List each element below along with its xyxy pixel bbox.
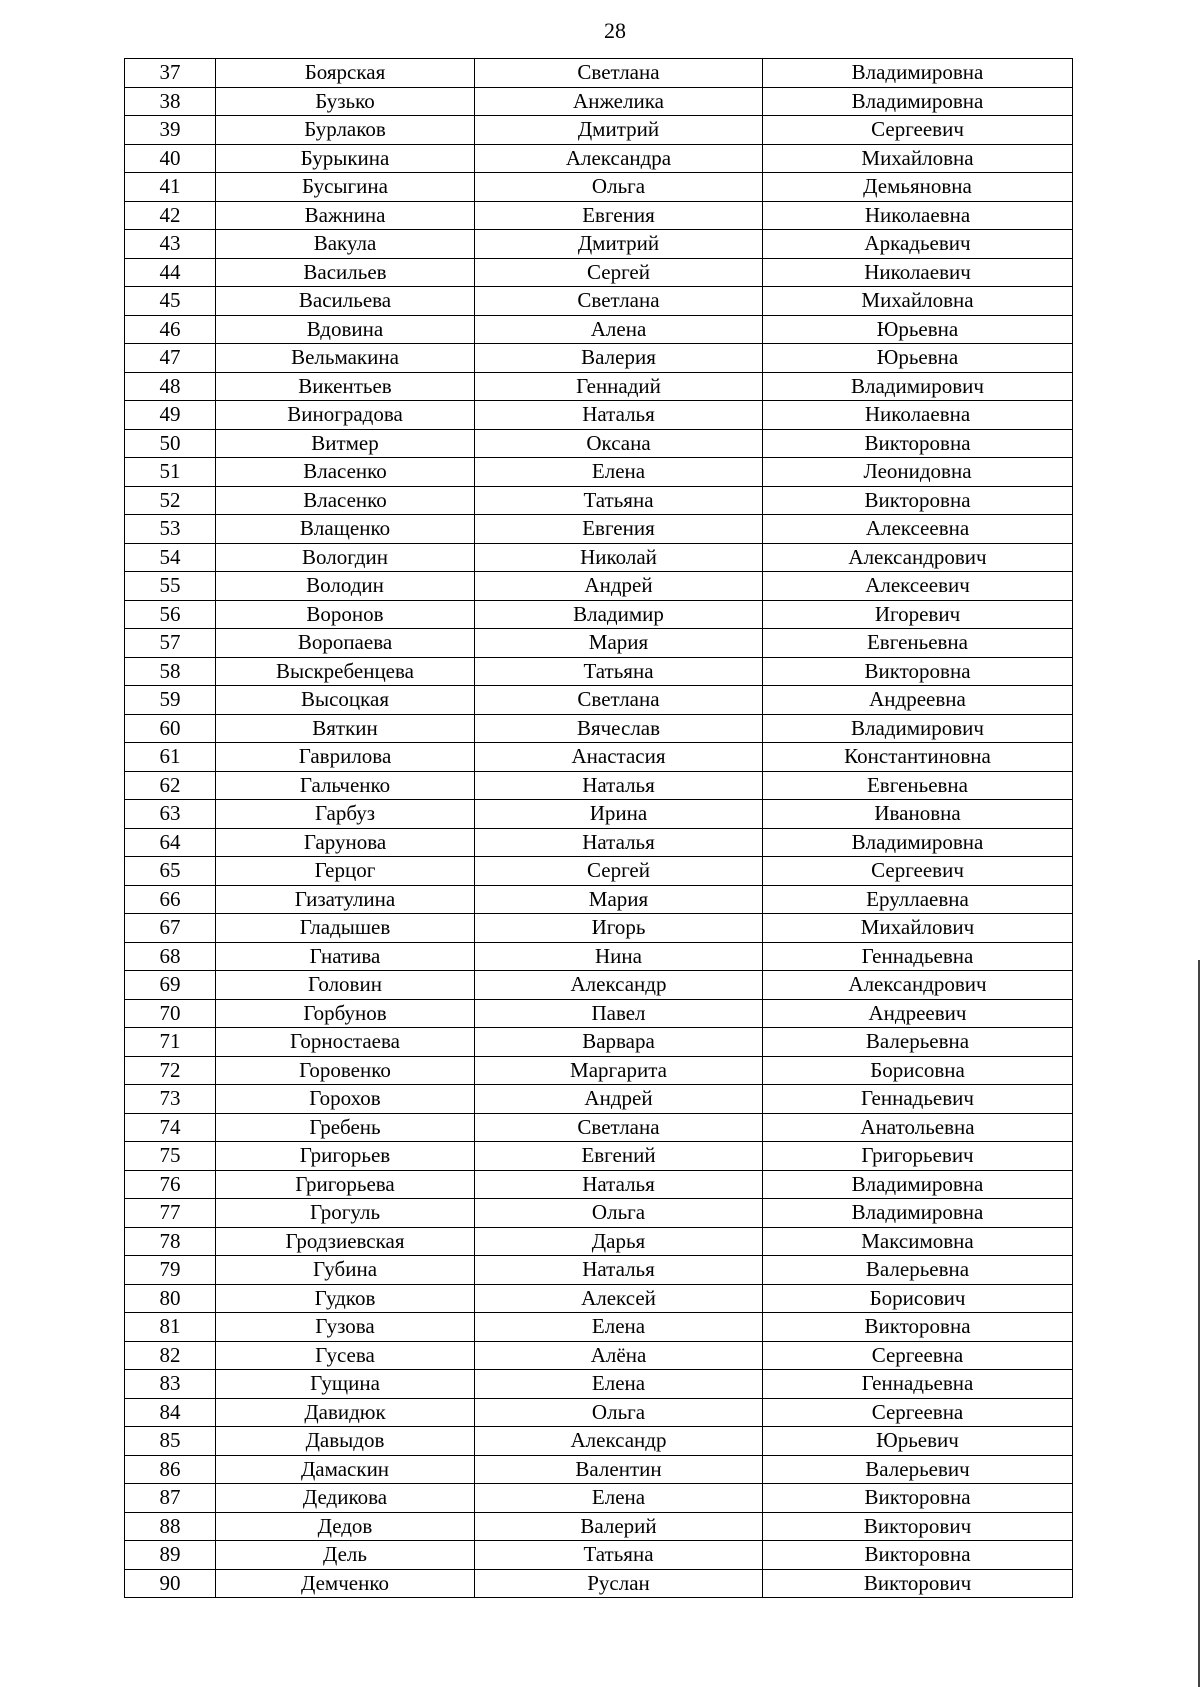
last-name-cell: Выскребенцева [216, 657, 475, 686]
row-number-cell: 69 [125, 971, 216, 1000]
first-name-cell: Евгений [475, 1142, 763, 1171]
row-number-cell: 67 [125, 914, 216, 943]
row-number-cell: 53 [125, 515, 216, 544]
patronymic-cell: Геннадьевна [763, 1370, 1073, 1399]
row-number-cell: 54 [125, 543, 216, 572]
last-name-cell: Гродзиевская [216, 1227, 475, 1256]
row-number-cell: 62 [125, 771, 216, 800]
first-name-cell: Александра [475, 144, 763, 173]
table-row [125, 1398, 1073, 1427]
table-row [125, 885, 1073, 914]
first-name-cell: Сергей [475, 258, 763, 287]
patronymic-cell: Михайлович [763, 914, 1073, 943]
patronymic-cell: Андреевна [763, 686, 1073, 715]
last-name-cell: Давидюк [216, 1398, 475, 1427]
row-number-cell: 50 [125, 429, 216, 458]
row-number-cell: 60 [125, 714, 216, 743]
patronymic-cell: Викторовна [763, 429, 1073, 458]
row-number-cell: 77 [125, 1199, 216, 1228]
last-name-cell: Бузько [216, 87, 475, 116]
first-name-cell: Наталья [475, 401, 763, 430]
first-name-cell: Андрей [475, 1085, 763, 1114]
patronymic-cell: Андреевич [763, 999, 1073, 1028]
last-name-cell: Демченко [216, 1569, 475, 1598]
patronymic-cell: Юрьевна [763, 315, 1073, 344]
patronymic-cell: Владимировна [763, 1199, 1073, 1228]
patronymic-cell: Еруллаевна [763, 885, 1073, 914]
row-number-cell: 42 [125, 201, 216, 230]
table-row [125, 230, 1073, 259]
first-name-cell: Елена [475, 1313, 763, 1342]
table-row [125, 87, 1073, 116]
row-number-cell: 78 [125, 1227, 216, 1256]
patronymic-cell: Максимовна [763, 1227, 1073, 1256]
last-name-cell: Грогуль [216, 1199, 475, 1228]
patronymic-cell: Валерьевич [763, 1455, 1073, 1484]
first-name-cell: Наталья [475, 771, 763, 800]
first-name-cell: Елена [475, 1370, 763, 1399]
row-number-cell: 71 [125, 1028, 216, 1057]
table-row [125, 743, 1073, 772]
last-name-cell: Гнатива [216, 942, 475, 971]
first-name-cell: Наталья [475, 1256, 763, 1285]
table-row [125, 1313, 1073, 1342]
first-name-cell: Алексей [475, 1284, 763, 1313]
table-row [125, 372, 1073, 401]
first-name-cell: Светлана [475, 686, 763, 715]
patronymic-cell: Владимировна [763, 59, 1073, 88]
first-name-cell: Нина [475, 942, 763, 971]
table-row [125, 401, 1073, 430]
table-row [125, 657, 1073, 686]
patronymic-cell: Викторовна [763, 1541, 1073, 1570]
page-number: 28 [604, 18, 626, 43]
first-name-cell: Татьяна [475, 486, 763, 515]
table-row [125, 59, 1073, 88]
last-name-cell: Гарбуз [216, 800, 475, 829]
last-name-cell: Володин [216, 572, 475, 601]
first-name-cell: Вячеслав [475, 714, 763, 743]
table-row [125, 543, 1073, 572]
row-number-cell: 79 [125, 1256, 216, 1285]
patronymic-cell: Сергеевна [763, 1398, 1073, 1427]
patronymic-cell: Викторович [763, 1569, 1073, 1598]
first-name-cell: Валерий [475, 1512, 763, 1541]
row-number-cell: 48 [125, 372, 216, 401]
row-number-cell: 85 [125, 1427, 216, 1456]
table-row [125, 828, 1073, 857]
last-name-cell: Дедикова [216, 1484, 475, 1513]
table-row [125, 800, 1073, 829]
last-name-cell: Гребень [216, 1113, 475, 1142]
last-name-cell: Витмер [216, 429, 475, 458]
last-name-cell: Гаврилова [216, 743, 475, 772]
last-name-cell: Боярская [216, 59, 475, 88]
first-name-cell: Александр [475, 1427, 763, 1456]
row-number-cell: 51 [125, 458, 216, 487]
row-number-cell: 65 [125, 857, 216, 886]
last-name-cell: Гарунова [216, 828, 475, 857]
first-name-cell: Валентин [475, 1455, 763, 1484]
row-number-cell: 89 [125, 1541, 216, 1570]
table-row [125, 1113, 1073, 1142]
first-name-cell: Дмитрий [475, 230, 763, 259]
table-row [125, 714, 1073, 743]
names-table [124, 58, 1073, 1598]
last-name-cell: Васильев [216, 258, 475, 287]
table-row [125, 1370, 1073, 1399]
table-row [125, 458, 1073, 487]
first-name-cell: Евгения [475, 201, 763, 230]
table-row [125, 173, 1073, 202]
last-name-cell: Влащенко [216, 515, 475, 544]
first-name-cell: Наталья [475, 828, 763, 857]
patronymic-cell: Викторовна [763, 1484, 1073, 1513]
patronymic-cell: Николаевна [763, 401, 1073, 430]
patronymic-cell: Владимировна [763, 828, 1073, 857]
patronymic-cell: Алексеевна [763, 515, 1073, 544]
first-name-cell: Валерия [475, 344, 763, 373]
first-name-cell: Наталья [475, 1170, 763, 1199]
first-name-cell: Руслан [475, 1569, 763, 1598]
row-number-cell: 47 [125, 344, 216, 373]
first-name-cell: Алена [475, 315, 763, 344]
patronymic-cell: Константиновна [763, 743, 1073, 772]
last-name-cell: Григорьева [216, 1170, 475, 1199]
last-name-cell: Вельмакина [216, 344, 475, 373]
table-row [125, 144, 1073, 173]
last-name-cell: Горбунов [216, 999, 475, 1028]
last-name-cell: Гладышев [216, 914, 475, 943]
last-name-cell: Гузова [216, 1313, 475, 1342]
first-name-cell: Николай [475, 543, 763, 572]
patronymic-cell: Аркадьевич [763, 230, 1073, 259]
row-number-cell: 64 [125, 828, 216, 857]
row-number-cell: 37 [125, 59, 216, 88]
first-name-cell: Геннадий [475, 372, 763, 401]
names-table-body [125, 59, 1073, 1598]
patronymic-cell: Сергеевна [763, 1341, 1073, 1370]
first-name-cell: Ольга [475, 1199, 763, 1228]
row-number-cell: 63 [125, 800, 216, 829]
patronymic-cell: Алексеевич [763, 572, 1073, 601]
first-name-cell: Дмитрий [475, 116, 763, 145]
row-number-cell: 68 [125, 942, 216, 971]
last-name-cell: Горохов [216, 1085, 475, 1114]
row-number-cell: 52 [125, 486, 216, 515]
patronymic-cell: Александрович [763, 971, 1073, 1000]
table-row [125, 1142, 1073, 1171]
row-number-cell: 46 [125, 315, 216, 344]
first-name-cell: Оксана [475, 429, 763, 458]
first-name-cell: Мария [475, 629, 763, 658]
first-name-cell: Ольга [475, 1398, 763, 1427]
table-row [125, 1541, 1073, 1570]
patronymic-cell: Юрьевна [763, 344, 1073, 373]
table-row [125, 686, 1073, 715]
table-row [125, 344, 1073, 373]
first-name-cell: Мария [475, 885, 763, 914]
patronymic-cell: Юрьевич [763, 1427, 1073, 1456]
last-name-cell: Гизатулина [216, 885, 475, 914]
patronymic-cell: Евгеньевна [763, 629, 1073, 658]
table-row [125, 1569, 1073, 1598]
row-number-cell: 56 [125, 600, 216, 629]
row-number-cell: 73 [125, 1085, 216, 1114]
first-name-cell: Татьяна [475, 657, 763, 686]
table-row [125, 1484, 1073, 1513]
last-name-cell: Головин [216, 971, 475, 1000]
table-row [125, 600, 1073, 629]
first-name-cell: Варвара [475, 1028, 763, 1057]
row-number-cell: 45 [125, 287, 216, 316]
table-row [125, 1512, 1073, 1541]
row-number-cell: 88 [125, 1512, 216, 1541]
row-number-cell: 41 [125, 173, 216, 202]
patronymic-cell: Викторович [763, 1512, 1073, 1541]
table-row [125, 1256, 1073, 1285]
patronymic-cell: Викторовна [763, 1313, 1073, 1342]
row-number-cell: 83 [125, 1370, 216, 1399]
row-number-cell: 76 [125, 1170, 216, 1199]
patronymic-cell: Михайловна [763, 287, 1073, 316]
last-name-cell: Викентьев [216, 372, 475, 401]
row-number-cell: 59 [125, 686, 216, 715]
row-number-cell: 40 [125, 144, 216, 173]
first-name-cell: Алёна [475, 1341, 763, 1370]
first-name-cell: Андрей [475, 572, 763, 601]
last-name-cell: Бурыкина [216, 144, 475, 173]
table-row [125, 429, 1073, 458]
first-name-cell: Ирина [475, 800, 763, 829]
patronymic-cell: Анатольевна [763, 1113, 1073, 1142]
row-number-cell: 66 [125, 885, 216, 914]
table-row [125, 1227, 1073, 1256]
patronymic-cell: Игоревич [763, 600, 1073, 629]
last-name-cell: Виноградова [216, 401, 475, 430]
table-row [125, 1028, 1073, 1057]
row-number-cell: 87 [125, 1484, 216, 1513]
last-name-cell: Дамаскин [216, 1455, 475, 1484]
table-row [125, 914, 1073, 943]
row-number-cell: 84 [125, 1398, 216, 1427]
patronymic-cell: Николаевна [763, 201, 1073, 230]
table-row [125, 315, 1073, 344]
patronymic-cell: Владимировна [763, 87, 1073, 116]
last-name-cell: Гальченко [216, 771, 475, 800]
row-number-cell: 74 [125, 1113, 216, 1142]
table-row [125, 771, 1073, 800]
table-row [125, 116, 1073, 145]
table-row [125, 1199, 1073, 1228]
table-row [125, 572, 1073, 601]
first-name-cell: Ольга [475, 173, 763, 202]
patronymic-cell: Григорьевич [763, 1142, 1073, 1171]
table-row [125, 1341, 1073, 1370]
last-name-cell: Воронов [216, 600, 475, 629]
row-number-cell: 55 [125, 572, 216, 601]
patronymic-cell: Борисовна [763, 1056, 1073, 1085]
table-row [125, 1085, 1073, 1114]
last-name-cell: Важнина [216, 201, 475, 230]
last-name-cell: Власенко [216, 486, 475, 515]
table-row [125, 629, 1073, 658]
table-row [125, 971, 1073, 1000]
row-number-cell: 70 [125, 999, 216, 1028]
row-number-cell: 86 [125, 1455, 216, 1484]
last-name-cell: Давыдов [216, 1427, 475, 1456]
first-name-cell: Александр [475, 971, 763, 1000]
last-name-cell: Гусева [216, 1341, 475, 1370]
patronymic-cell: Валерьевна [763, 1256, 1073, 1285]
row-number-cell: 81 [125, 1313, 216, 1342]
first-name-cell: Елена [475, 1484, 763, 1513]
table-row [125, 1056, 1073, 1085]
patronymic-cell: Владимирович [763, 372, 1073, 401]
first-name-cell: Анжелика [475, 87, 763, 116]
last-name-cell: Вдовина [216, 315, 475, 344]
last-name-cell: Васильева [216, 287, 475, 316]
last-name-cell: Григорьев [216, 1142, 475, 1171]
row-number-cell: 80 [125, 1284, 216, 1313]
last-name-cell: Гудков [216, 1284, 475, 1313]
patronymic-cell: Викторовна [763, 657, 1073, 686]
patronymic-cell: Геннадьевна [763, 942, 1073, 971]
patronymic-cell: Геннадьевич [763, 1085, 1073, 1114]
first-name-cell: Владимир [475, 600, 763, 629]
last-name-cell: Бусыгина [216, 173, 475, 202]
last-name-cell: Бурлаков [216, 116, 475, 145]
table-row [125, 1284, 1073, 1313]
last-name-cell: Вяткин [216, 714, 475, 743]
first-name-cell: Светлана [475, 287, 763, 316]
patronymic-cell: Сергеевич [763, 857, 1073, 886]
table-row [125, 857, 1073, 886]
first-name-cell: Светлана [475, 1113, 763, 1142]
table-row [125, 258, 1073, 287]
row-number-cell: 61 [125, 743, 216, 772]
row-number-cell: 82 [125, 1341, 216, 1370]
row-number-cell: 57 [125, 629, 216, 658]
last-name-cell: Дедов [216, 1512, 475, 1541]
row-number-cell: 43 [125, 230, 216, 259]
last-name-cell: Высоцкая [216, 686, 475, 715]
table-row [125, 999, 1073, 1028]
patronymic-cell: Викторовна [763, 486, 1073, 515]
first-name-cell: Игорь [475, 914, 763, 943]
last-name-cell: Вологдин [216, 543, 475, 572]
table-row [125, 1427, 1073, 1456]
patronymic-cell: Александрович [763, 543, 1073, 572]
first-name-cell: Маргарита [475, 1056, 763, 1085]
patronymic-cell: Евгеньевна [763, 771, 1073, 800]
patronymic-cell: Ивановна [763, 800, 1073, 829]
patronymic-cell: Леонидовна [763, 458, 1073, 487]
patronymic-cell: Николаевич [763, 258, 1073, 287]
row-number-cell: 38 [125, 87, 216, 116]
first-name-cell: Дарья [475, 1227, 763, 1256]
table-row [125, 942, 1073, 971]
row-number-cell: 39 [125, 116, 216, 145]
table-row [125, 1455, 1073, 1484]
patronymic-cell: Владимировна [763, 1170, 1073, 1199]
patronymic-cell: Владимирович [763, 714, 1073, 743]
last-name-cell: Губина [216, 1256, 475, 1285]
table-row [125, 287, 1073, 316]
row-number-cell: 49 [125, 401, 216, 430]
first-name-cell: Татьяна [475, 1541, 763, 1570]
first-name-cell: Сергей [475, 857, 763, 886]
row-number-cell: 72 [125, 1056, 216, 1085]
patronymic-cell: Михайловна [763, 144, 1073, 173]
first-name-cell: Евгения [475, 515, 763, 544]
last-name-cell: Воропаева [216, 629, 475, 658]
last-name-cell: Власенко [216, 458, 475, 487]
patronymic-cell: Сергеевич [763, 116, 1073, 145]
patronymic-cell: Борисович [763, 1284, 1073, 1313]
first-name-cell: Анастасия [475, 743, 763, 772]
table-row [125, 1170, 1073, 1199]
first-name-cell: Елена [475, 458, 763, 487]
first-name-cell: Светлана [475, 59, 763, 88]
table-row [125, 515, 1073, 544]
patronymic-cell: Демьяновна [763, 173, 1073, 202]
row-number-cell: 75 [125, 1142, 216, 1171]
table-row [125, 486, 1073, 515]
patronymic-cell: Валерьевна [763, 1028, 1073, 1057]
table-row [125, 201, 1073, 230]
last-name-cell: Гущина [216, 1370, 475, 1399]
last-name-cell: Дель [216, 1541, 475, 1570]
row-number-cell: 44 [125, 258, 216, 287]
row-number-cell: 90 [125, 1569, 216, 1598]
last-name-cell: Вакула [216, 230, 475, 259]
last-name-cell: Горовенко [216, 1056, 475, 1085]
row-number-cell: 58 [125, 657, 216, 686]
first-name-cell: Павел [475, 999, 763, 1028]
last-name-cell: Герцог [216, 857, 475, 886]
last-name-cell: Горностаева [216, 1028, 475, 1057]
